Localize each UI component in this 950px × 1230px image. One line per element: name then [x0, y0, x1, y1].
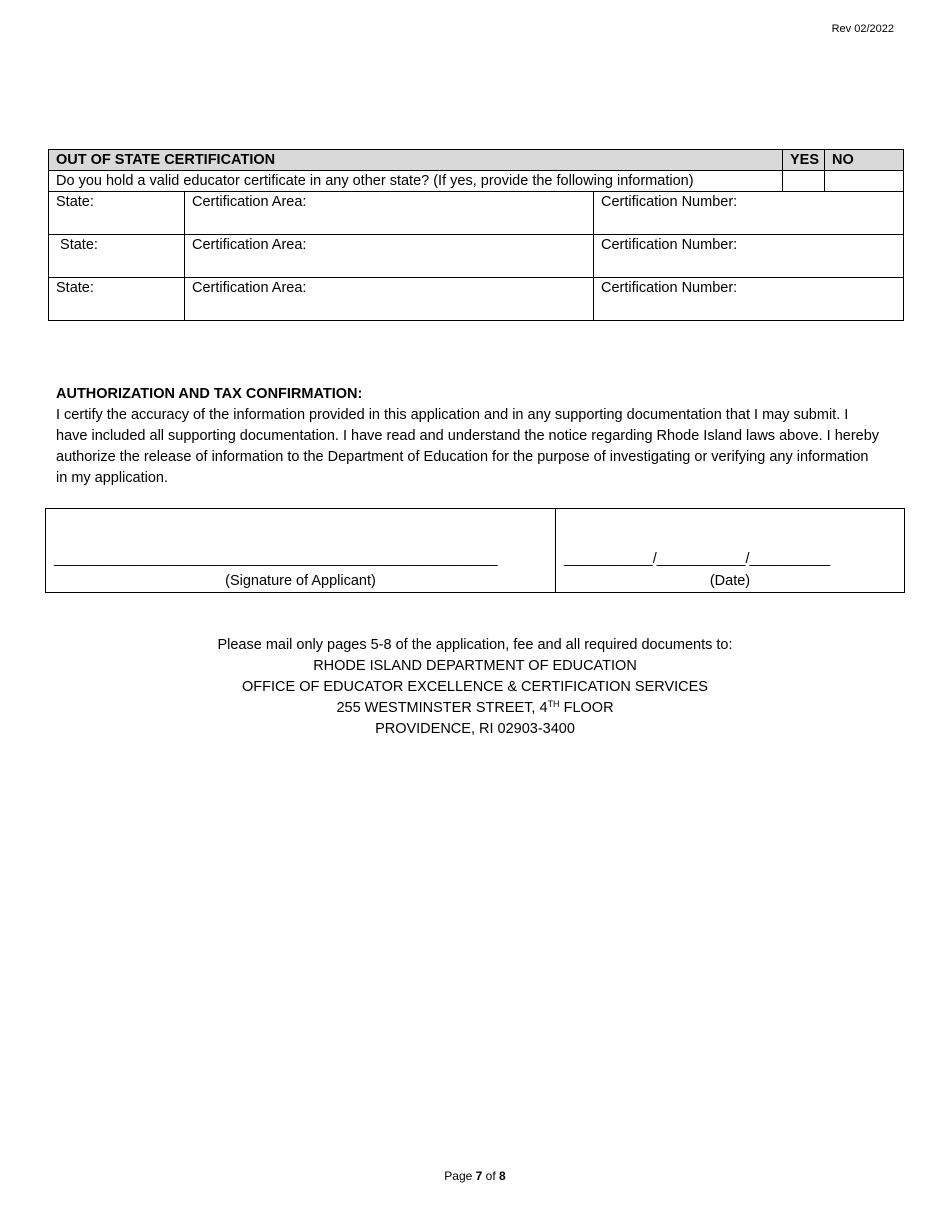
signature-caption: (Signature of Applicant) [225, 573, 376, 589]
state-field[interactable]: State: [49, 278, 185, 321]
date-line: ___________/___________/__________ [564, 551, 831, 567]
of-label: of [485, 1169, 496, 1183]
authorization-body: I certify the accuracy of the information provided in this application and in any supporting documentation that I may submit. I have included all supporting documentation. I have read and understand the notice regarding Rhode Island laws above. I hereby authorize the release of information to the Department of Education for the purpose of investigating or verifying any information in my application. [56, 407, 880, 486]
page-total: 8 [499, 1169, 506, 1183]
signature-box [45, 508, 905, 593]
page-footer [0, 1169, 950, 1183]
page-label: Page [444, 1169, 473, 1183]
table-row [49, 235, 904, 278]
out-of-state-table [48, 149, 904, 321]
mailing-office: OFFICE OF EDUCATOR EXCELLENCE & CERTIFICATION SERVICES [242, 679, 708, 695]
street-superscript: TH [547, 699, 560, 709]
state-field[interactable]: State: [49, 192, 185, 235]
certification-number-field[interactable]: Certification Number: [594, 192, 904, 235]
state-field[interactable]: State: [49, 235, 185, 278]
certification-area-field[interactable]: Certification Area: [185, 235, 594, 278]
mailing-intro: Please mail only pages 5-8 of the application, fee and all required documents to: [217, 637, 733, 653]
street-suffix: FLOOR [559, 700, 614, 716]
question-text: Do you hold a valid educator certificate in any other state? (If yes, provide the following information) [49, 171, 783, 192]
no-column-header: NO [825, 150, 904, 171]
table-row [49, 192, 904, 235]
signature-line: _______________________________________________________ [54, 551, 498, 567]
table-header-row [49, 150, 904, 171]
authorization-section [56, 384, 881, 489]
certification-number-field[interactable]: Certification Number: [594, 235, 904, 278]
signature-cell[interactable] [46, 509, 556, 592]
page-current: 7 [475, 1169, 483, 1183]
no-checkbox-cell[interactable] [825, 171, 904, 192]
mailing-city: PROVIDENCE, RI 02903-3400 [375, 721, 575, 737]
mailing-address [0, 635, 950, 740]
revision-label: Rev 02/2022 [831, 23, 894, 35]
certification-number-field[interactable]: Certification Number: [594, 278, 904, 321]
mailing-org: RHODE ISLAND DEPARTMENT OF EDUCATION [313, 658, 637, 674]
authorization-heading: AUTHORIZATION AND TAX CONFIRMATION: [56, 386, 363, 402]
table-row [49, 278, 904, 321]
certification-area-field[interactable]: Certification Area: [185, 192, 594, 235]
section-title: OUT OF STATE CERTIFICATION [49, 150, 783, 171]
yes-column-header: YES [783, 150, 825, 171]
mailing-street [0, 698, 950, 719]
date-cell[interactable] [556, 509, 904, 592]
yes-checkbox-cell[interactable] [783, 171, 825, 192]
certification-area-field[interactable]: Certification Area: [185, 278, 594, 321]
date-caption: (Date) [709, 573, 751, 589]
street-prefix: 255 WESTMINSTER STREET, 4 [336, 700, 548, 716]
question-row [49, 171, 904, 192]
